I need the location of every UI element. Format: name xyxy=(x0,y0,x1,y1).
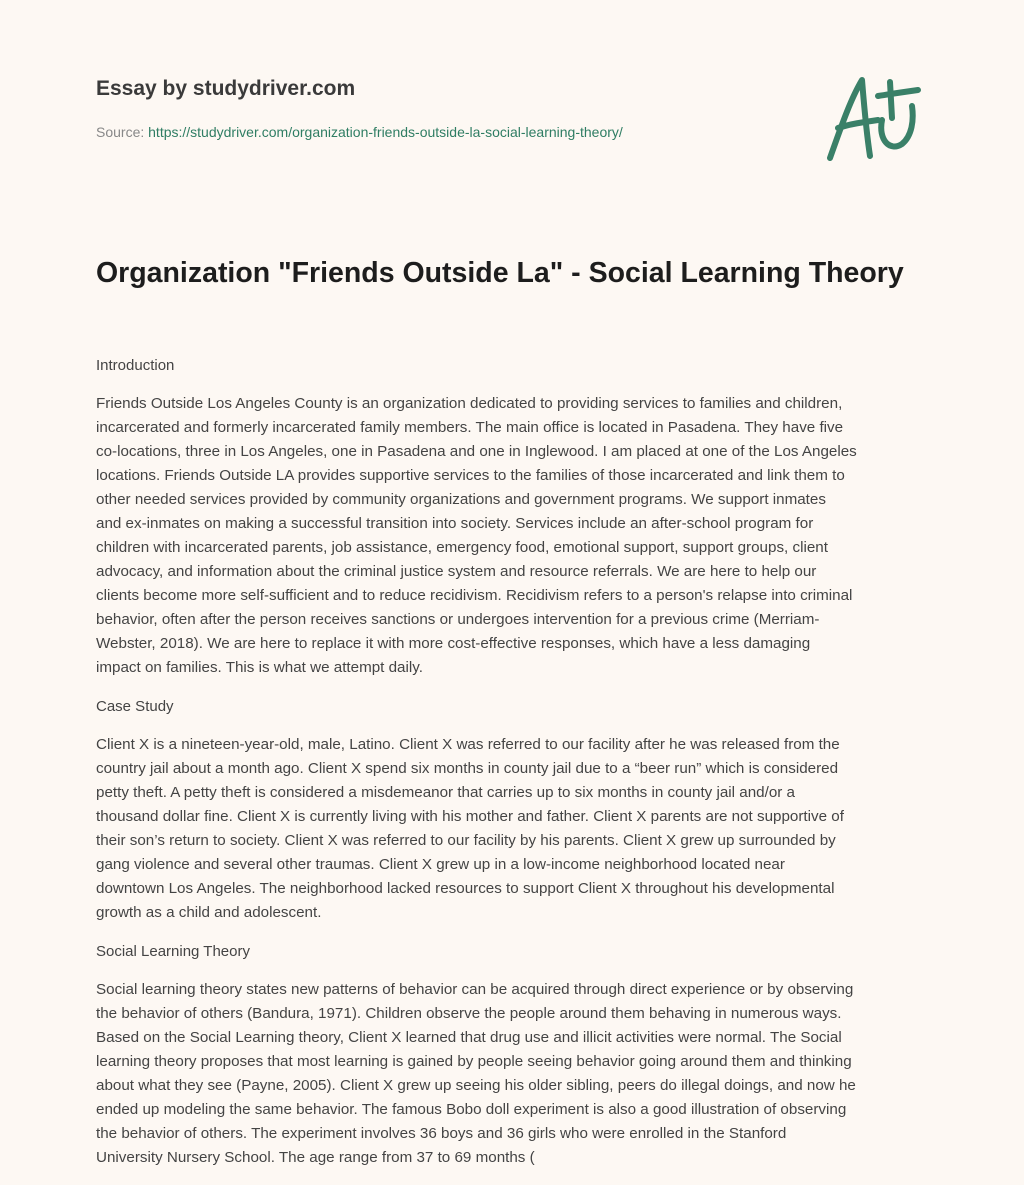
paragraph-line: behavior, often after the person receives sanctions or undergoes intervention for a previous crime (Merriam- xyxy=(96,611,820,628)
paragraph-line: downtown Los Angeles. The neighborhood lacked resources to support Client X throughout his developmental xyxy=(96,880,835,897)
paragraph-line: learning theory proposes that most learning is gained by people seeing behavior going around them and thinking xyxy=(96,1053,852,1070)
paragraph-line: impact on families. This is what we attempt daily. xyxy=(96,659,423,676)
paragraph-line: Social learning theory states new patterns of behavior can be acquired through direct experience or by observing xyxy=(96,981,854,998)
paragraph-line: Client X is a nineteen-year-old, male, Latino. Client X was referred to our facility after he was released from the xyxy=(96,736,840,753)
section-heading: Social Learning Theory xyxy=(96,943,250,960)
section-paragraph xyxy=(96,733,956,925)
paragraph-line: about what they see (Payne, 2005). Client X grew up seeing his older sibling, peers do illegal doings, and now he xyxy=(96,1077,856,1094)
site-brand: Essay by studydriver.com xyxy=(96,77,356,100)
paragraph-line: University Nursery School. The age range from 37 to 69 months ( xyxy=(96,1149,535,1166)
paragraph-line: co-locations, three in Los Angeles, one in Pasadena and one in Inglewood. I am placed at one of the Los Angeles xyxy=(96,443,857,460)
section-heading: Introduction xyxy=(96,357,175,374)
paragraph-line: advocacy, and information about the criminal justice system and resource referrals. We are here to help our xyxy=(96,563,817,580)
paragraph-line: the behavior of others (Bandura, 1971). Children observe the people around them behaving in numerous ways. xyxy=(96,1005,842,1022)
paragraph-line: gang violence and several other traumas. Client X grew up in a low-income neighborhood located near xyxy=(96,856,785,873)
section-paragraph xyxy=(96,392,956,680)
paragraph-line: clients become more self-sufficient and to reduce recidivism. Recidivism refers to a person's relapse into criminal xyxy=(96,587,853,604)
section-paragraph xyxy=(96,978,956,1170)
a-plus-logo-icon xyxy=(820,70,930,166)
paragraph-line: locations. Friends Outside LA provides supportive services to the families of those incarcerated and link them to xyxy=(96,467,845,484)
paragraph-line: their son’s return to society. Client X was referred to our facility by his parents. Client X grew up surrounded by xyxy=(96,832,836,849)
paragraph-line: petty theft. A petty theft is considered a misdemeanor that carries up to six months in county jail and/or a xyxy=(96,784,795,801)
essay-title: Organization "Friends Outside La" - Social Learning Theory xyxy=(96,257,904,289)
paragraph-line: Based on the Social Learning theory, Client X learned that drug use and illicit activities were normal. The Social xyxy=(96,1029,842,1046)
paragraph-line: Friends Outside Los Angeles County is an organization dedicated to providing services to families and children, xyxy=(96,395,843,412)
paragraph-line: country jail about a month ago. Client X spend six months in county jail due to a “beer run” which is considered xyxy=(96,760,839,777)
essay-body xyxy=(96,354,956,1185)
paragraph-line: incarcerated and formerly incarcerated family members. The main office is located in Pasadena. They have five xyxy=(96,419,844,436)
paragraph-line: thousand dollar fine. Client X is currently living with his mother and father. Client X parents are not supportive of xyxy=(96,808,844,825)
paragraph-line: growth as a child and adolescent. xyxy=(96,904,322,921)
source-link[interactable]: https://studydriver.com/organization-friends-outside-la-social-learning-theory/ xyxy=(148,124,623,140)
paragraph-line: and ex-inmates on making a successful transition into society. Services include an after-school program for xyxy=(96,515,814,532)
source-line xyxy=(96,124,623,140)
paragraph-line: children with incarcerated parents, job assistance, emergency food, emotional support, support groups, client xyxy=(96,539,828,556)
paragraph-line: other needed services provided by community organizations and government programs. We support inmates xyxy=(96,491,826,508)
paragraph-line: the behavior of others. The experiment involves 36 boys and 36 girls who were enrolled in the Stanford xyxy=(96,1125,787,1142)
paragraph-line: Webster, 2018). We are here to replace it with more cost-effective responses, which have a less damaging xyxy=(96,635,811,652)
paragraph-line: ended up modeling the same behavior. The famous Bobo doll experiment is also a good illustration of observing xyxy=(96,1101,847,1118)
source-label: Source: xyxy=(96,124,145,140)
section-heading: Case Study xyxy=(96,698,174,715)
